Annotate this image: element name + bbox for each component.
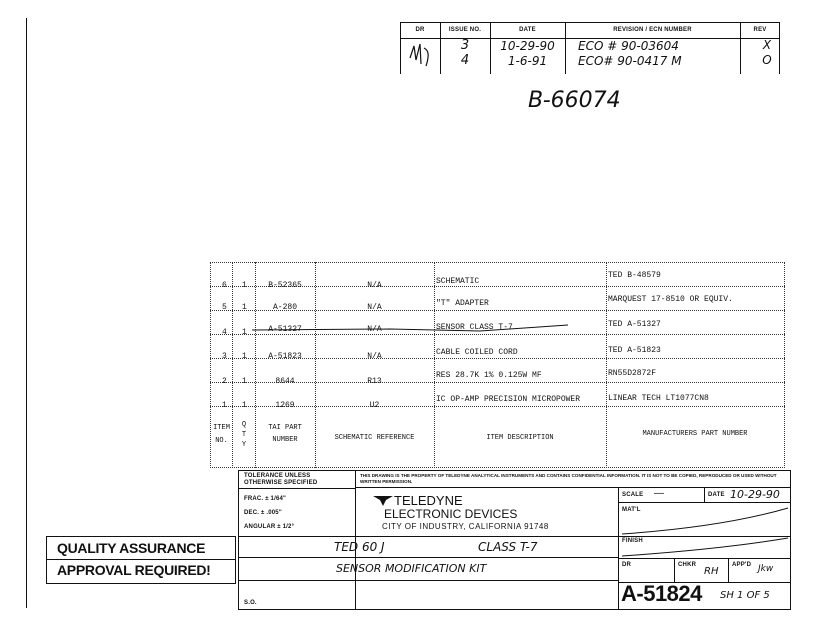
row-4-strikethrough <box>250 322 570 338</box>
parts-row-1-part: 1269 <box>275 401 295 410</box>
title-line-2: SENSOR MODIFICATION KIT <box>336 562 487 575</box>
title-block <box>238 470 791 610</box>
company-address: CITY OF INDUSTRY, CALIFORNIA 91748 <box>382 522 549 531</box>
scale-value: — <box>654 488 664 499</box>
header-item-no: ITEM NO. <box>213 424 230 445</box>
parts-row-2-ref: R13 <box>367 377 382 386</box>
parts-row-1-mfr: LINEAR TECH LT1077CN8 <box>608 394 709 403</box>
parts-row-1-item: 1 <box>222 401 227 410</box>
parts-row-5-part: A-280 <box>272 303 297 312</box>
chkr-label: CHKR <box>678 562 697 568</box>
parts-row-3-desc: CABLE COILED CORD <box>436 348 518 357</box>
rev-row-1-date: 10-29-90 <box>500 39 555 53</box>
appd-value: Jkw <box>758 564 774 574</box>
rev-header-rev: REV <box>753 27 767 33</box>
rev-row-1-issue: 3 <box>460 38 470 53</box>
header-mfr-part-number: MANUFACTURERS PART NUMBER <box>642 430 748 438</box>
scale-label: SCALE <box>622 492 644 498</box>
parts-row-6-item: 6 <box>222 281 227 290</box>
rev-row-2-date: 1-6-91 <box>507 54 548 68</box>
rev-row-2-issue: 4 <box>460 53 470 68</box>
rev-header-issue: ISSUE NO. <box>448 27 482 33</box>
date-label: DATE <box>708 492 725 498</box>
parts-row-5-item: 5 <box>222 303 227 312</box>
qa-stamp-line-1: QUALITY ASSURANCE <box>57 540 206 556</box>
header-item-description: ITEM DESCRIPTION <box>486 434 554 442</box>
parts-row-6-desc: SCHEMATIC <box>436 277 480 286</box>
rev-header-date: DATE <box>519 27 536 33</box>
finish-label: FINISH <box>622 538 643 544</box>
teledyne-logo-icon <box>372 493 394 507</box>
parts-row-4-desc: SENSOR CLASS T-7 <box>436 323 513 332</box>
rev-row-2-ecn: ECO# 90-0417 M <box>578 54 682 68</box>
tolerance-dec: DEC. ± .005" <box>244 510 282 516</box>
tolerance-frac: FRAC. ± 1/64" <box>244 496 287 502</box>
parts-row-3-mfr: TED A-51823 <box>608 346 661 355</box>
drawing-reference: B-66074 <box>528 88 621 113</box>
so-label: S.O. <box>244 600 257 606</box>
rev-row-2-rev: O <box>762 53 772 67</box>
title-line-1-left: TED 60 J <box>334 540 385 554</box>
proprietary-notice: THIS DRAWING IS THE PROPERTY OF TELEDYNE ANALYTICAL INSTRUMENTS AND CONTAINS CONFIDENTIAL INFORMATION. IT IS NOT TO BE COPIED, REPRODUCED OR USED WITHOUT WRITTEN PERMISSION. <box>360 473 777 484</box>
sheet-number: SH 1 OF 5 <box>720 590 770 601</box>
parts-row-4-part: A-51327 <box>268 325 302 334</box>
left-border-line <box>26 18 27 608</box>
parts-row-2-mfr: RN55D2872F <box>608 369 657 378</box>
initials-signature <box>406 40 436 70</box>
company-name: TELEDYNE <box>394 493 463 508</box>
parts-row-3-item: 3 <box>222 352 227 361</box>
parts-row-4-qty: 1 <box>242 328 247 337</box>
rev-header-dr: DR <box>415 27 425 33</box>
parts-row-5-mfr: MARQUEST 17-8510 OR EQUIV. <box>608 295 733 304</box>
parts-row-3-qty: 1 <box>242 352 247 361</box>
chkr-value: RH <box>704 566 719 577</box>
parts-row-2-item: 2 <box>222 377 227 386</box>
date-value: 10-29-90 <box>730 488 780 501</box>
parts-row-1-ref: U2 <box>369 401 380 410</box>
na-slash-lines <box>620 504 790 558</box>
parts-row-6-qty: 1 <box>242 281 247 290</box>
header-qty: Q T Y <box>241 421 247 449</box>
revision-block <box>400 22 780 74</box>
parts-row-2-desc: RES 28.7K 1% 0.125W MF <box>436 371 542 380</box>
dr-label: DR <box>622 562 632 568</box>
parts-row-6-part: B-52365 <box>268 281 302 290</box>
parts-row-5-qty: 1 <box>242 303 247 312</box>
parts-row-3-ref: N/A <box>367 352 382 361</box>
parts-row-1-desc: IC OP-AMP PRECISION MICROPOWER <box>436 395 581 404</box>
rev-row-1-ecn: ECO # 90-03604 <box>578 39 679 53</box>
tolerance-title: TOLERANCE UNLESS OTHERWISE SPECIFIED <box>244 473 318 486</box>
matl-label: MAT'L <box>622 507 641 513</box>
parts-row-2-qty: 1 <box>242 377 247 386</box>
header-part-number: TAI PART NUMBER <box>268 424 302 444</box>
parts-row-1-qty: 1 <box>242 401 247 410</box>
rev-header-ecn: REVISION / ECN NUMBER <box>613 27 692 33</box>
parts-row-6-mfr: TED B-48579 <box>608 271 661 280</box>
tolerance-angular: ANGULAR ± 1/2° <box>244 524 295 530</box>
appd-label: APP'D <box>732 562 752 568</box>
parts-row-4-item: 4 <box>222 328 227 337</box>
drawing-number: A-51824 <box>621 581 702 606</box>
company-division: ELECTRONIC DEVICES <box>384 507 518 521</box>
parts-row-4-mfr: TED A-51327 <box>608 320 661 329</box>
parts-row-3-part: A-51823 <box>268 352 302 361</box>
parts-row-5-desc: "T" ADAPTER <box>436 299 489 308</box>
parts-row-6-ref: N/A <box>367 281 382 290</box>
rev-row-1-rev: X <box>762 38 772 52</box>
header-schematic-ref: SCHEMATIC REFERENCE <box>334 434 415 442</box>
qa-stamp <box>46 536 236 584</box>
qa-stamp-line-2: APPROVAL REQUIRED! <box>57 562 211 578</box>
parts-row-5-ref: N/A <box>367 303 382 312</box>
parts-row-4-ref: N/A <box>367 325 382 334</box>
title-line-1-right: CLASS T-7 <box>478 540 538 554</box>
parts-list-table <box>210 262 785 468</box>
parts-row-2-part: 8644 <box>275 377 295 386</box>
